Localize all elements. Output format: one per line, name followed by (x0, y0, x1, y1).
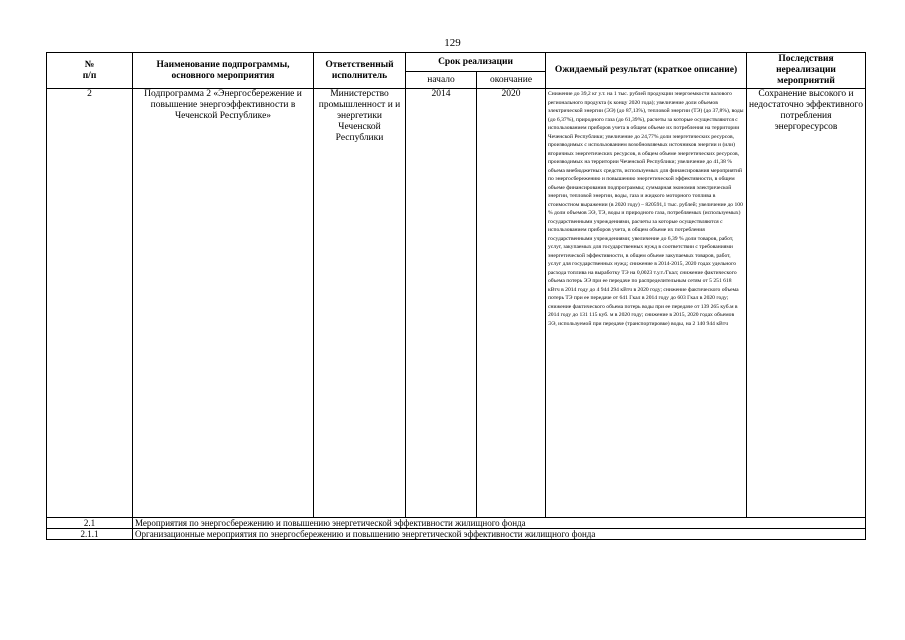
subrow-num: 2.1.1 (47, 529, 133, 540)
program-table (46, 52, 866, 540)
header-name: Наименование подпрограммы, основного мероприятия (133, 53, 314, 89)
table-row (47, 518, 866, 529)
row-end: 2020 (477, 89, 546, 518)
header-result: Ожидаемый результат (краткое описание) (546, 53, 747, 89)
header-responsible: Ответственный исполнитель (314, 53, 406, 89)
header-consequences: Последствия нереализации мероприятий (747, 53, 866, 89)
subrow-num: 2.1 (47, 518, 133, 529)
header-term: Срок реализации (406, 53, 546, 72)
header-row (47, 53, 866, 72)
page-number: 129 (444, 37, 461, 49)
subrow-text: Организационные мероприятия по энергосбережению и повышению энергетической эффективности жилищного фонда (133, 529, 866, 540)
row-num: 2 (47, 89, 133, 518)
row-responsible: Министерство промышленност и и энергетики Чеченской Республики (314, 89, 406, 518)
table-row (47, 529, 866, 540)
subrow-text: Мероприятия по энергосбережению и повышению энергетической эффективности жилищного фонда (133, 518, 866, 529)
table-row (47, 89, 866, 518)
header-end: окончание (477, 72, 546, 89)
header-num: № п/п (47, 53, 133, 89)
row-consequences: Сохранение высокого и недостаточно эффективного потребления энергоресурсов (747, 89, 866, 518)
row-name: Подпрограмма 2 «Энергосбережение и повышение энергоэффективности в Чеченской Республике» (133, 89, 314, 518)
row-start: 2014 (406, 89, 477, 518)
header-start: начало (406, 72, 477, 89)
row-result: Снижение до 39,2 кг у.т. на 1 тыс. рублей продукции энергоемкости валового регионального продукта (к концу 2020 года); увеличение доли объемов электрической энергии (ЭЭ) (до 87,13%), тепловой энергии (ТЭ) (до 37,8%), воды (до 6,37%), природного газа (до 61,39%), расчеты за которые осуществляются с использованием приборов учета в общем объеме их потребления на территории Чеченской Республики; увеличение до 24,77% доли энергетических ресурсов, производимых с использованием возобновляемых источников энергии и (или) вторичных энергетических ресурсов, в общем объеме энергетических ресурсов, производимых на территории Чеченской Республики; увеличение до 41,38 % объема внебюджетных средств, используемых для финансирования мероприятий по энергосбережению и повышению энергетической эффективности, в общем объеме финансирования подпрограммы; суммарная экономия электрической энергии, тепловой энергии, воды, газа и жидкого моторного топлива в стоимостном выражении (в 2020 году) – 820591,1 тыс. рублей; увеличение до 100 % доли объемов ЭЭ, ТЭ, воды и природного газа, потребляемых (используемых) государственными учреждениями, расчеты за которые осуществляются с использованием приборов учета, в общем объеме их потребления государственными учреждениями; увеличение до 6,39 % доли товаров, работ, услуг, закупаемых для государственных нужд в соответствии с требованиями энергетической эффективности, в общем объеме закупаемых товаров, работ, услуг для государственных нужд; снижение в 2014-2015, 2020 годах удельного расхода топлива на выработку ТЭ на 0,0023 т.у.т./Гкал; снижение фактического объема потерь ЭЭ при ее передаче по распределительным сетям от 5 251 618 кВтч в 2014 году до 4 944 294 кВтч в 2020 году; снижение фактического объема потерь ТЭ при ее передаче от 641 Гкал в 2014 году до 603 Гкал в 2020 году; снижение фактического объема потерь воды при ее передаче от 139 265 куб.м в 2014 году до 131 115 куб. м в 2020 году; снижение в 2015, 2020 годах объемов ЭЭ, используемой при передаче (транспортировке) воды, на 2 140 944 кВтч (546, 89, 747, 518)
